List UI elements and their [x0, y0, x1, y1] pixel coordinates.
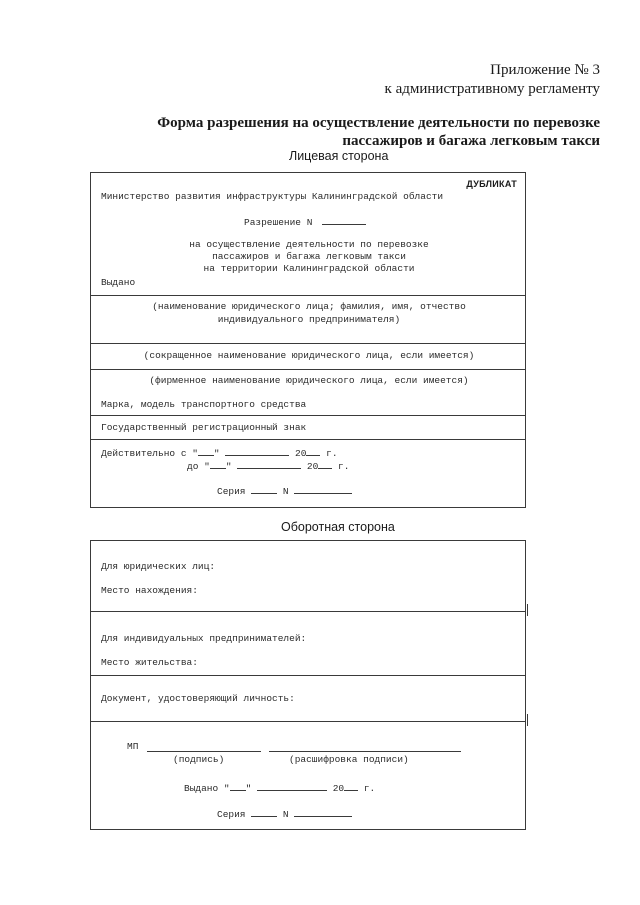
stamp-label: МП [127, 741, 139, 752]
issued-to-line [91, 295, 525, 296]
number-blank [294, 484, 352, 494]
front-series-row [217, 484, 352, 497]
valid-to-row [187, 459, 349, 472]
issued-prefix: Выдано " [184, 783, 230, 794]
quote-close: " [245, 783, 252, 794]
back-side-label: Оборотная сторона [281, 520, 395, 534]
registration-plate-label: Государственный регистрационный знак [101, 422, 307, 433]
year-prefix: 20 [332, 783, 345, 794]
appendix-reference: к административному регламенту [384, 81, 600, 97]
divider-brand-name [91, 369, 525, 370]
front-side-label: Лицевая сторона [289, 149, 389, 163]
signature-hint: (подпись) [173, 754, 225, 765]
divider-entrepreneurs [91, 611, 525, 612]
valid-to-prefix: до " [187, 461, 210, 472]
valid-to-year-blank [318, 459, 332, 469]
issued-year-blank [344, 781, 358, 791]
identity-document-label: Документ, удостоверяющий личность: [101, 693, 295, 704]
valid-from-month-blank [225, 446, 289, 456]
name-hint-line-1: (наименование юридического лица; фамилия, имя, отчество [152, 301, 466, 312]
legal-entities-label: Для юридических лиц: [101, 561, 216, 572]
vehicle-model-label: Марка, модель транспортного средства [101, 399, 307, 410]
permit-number-field [244, 215, 366, 228]
ministry-name: Министерство развития инфраструктуры Калининградской области [101, 191, 444, 202]
back-form-box [90, 540, 526, 830]
quote-close: " [225, 461, 232, 472]
series-blank [251, 807, 277, 817]
back-series-row [217, 807, 352, 820]
appendix-number: Приложение № 3 [490, 62, 600, 78]
quote-close: " [213, 448, 220, 459]
purpose-line-3: на территории Калининградской области [203, 263, 415, 274]
brand-name-hint: (фирменное наименование юридического лица, если имеется) [149, 375, 469, 386]
short-name-hint: (сокращенное наименование юридического лица, если имеется) [143, 350, 475, 361]
valid-to-day-blank [210, 459, 226, 469]
back-issued-row [184, 781, 375, 794]
edge-tick [527, 714, 528, 726]
year-suffix: г. [363, 783, 376, 794]
signature-decode-line [269, 751, 461, 752]
year-suffix: г. [338, 461, 350, 472]
valid-from-row [101, 446, 338, 459]
residence-label: Место жительства: [101, 657, 198, 668]
divider-plate [91, 415, 525, 416]
series-blank [251, 484, 277, 494]
divider-signature [91, 721, 525, 722]
signature-line [147, 751, 261, 752]
edge-tick [527, 604, 528, 616]
valid-to-month-blank [237, 459, 301, 469]
number-label: N [282, 486, 289, 497]
series-label: Серия [217, 809, 246, 820]
purpose-line-2: пассажиров и багажа легковым такси [212, 251, 406, 262]
form-title-line-2: пассажиров и багажа легковым такси [342, 133, 600, 149]
valid-from-prefix: Действительно с " [101, 448, 198, 459]
form-title-line-1: Форма разрешения на осуществление деятельности по перевозке [157, 115, 600, 131]
year-prefix: 20 [306, 461, 319, 472]
number-label: N [282, 809, 289, 820]
year-suffix: г. [326, 448, 338, 459]
issued-month-blank [257, 781, 327, 791]
valid-from-day-blank [198, 446, 214, 456]
permit-number-blank [322, 215, 366, 225]
permit-label: Разрешение N [244, 217, 313, 228]
divider-short-name [91, 343, 525, 344]
issued-day-blank [230, 781, 246, 791]
issued-to-label: Выдано [101, 277, 136, 288]
year-prefix: 20 [295, 448, 307, 459]
series-label: Серия [217, 486, 246, 497]
signature-decode-hint: (расшифровка подписи) [289, 754, 409, 765]
name-hint-line-2: индивидуального предпринимателя) [217, 314, 401, 325]
valid-from-year-blank [306, 446, 320, 456]
entrepreneurs-label: Для индивидуальных предпринимателей: [101, 633, 307, 644]
location-label: Место нахождения: [101, 585, 198, 596]
duplicate-mark: ДУБЛИКАТ [466, 179, 517, 189]
divider-identity [91, 675, 525, 676]
number-blank [294, 807, 352, 817]
purpose-line-1: на осуществление деятельности по перевозке [189, 239, 429, 250]
front-form-box [90, 172, 526, 508]
divider-validity [91, 439, 525, 440]
